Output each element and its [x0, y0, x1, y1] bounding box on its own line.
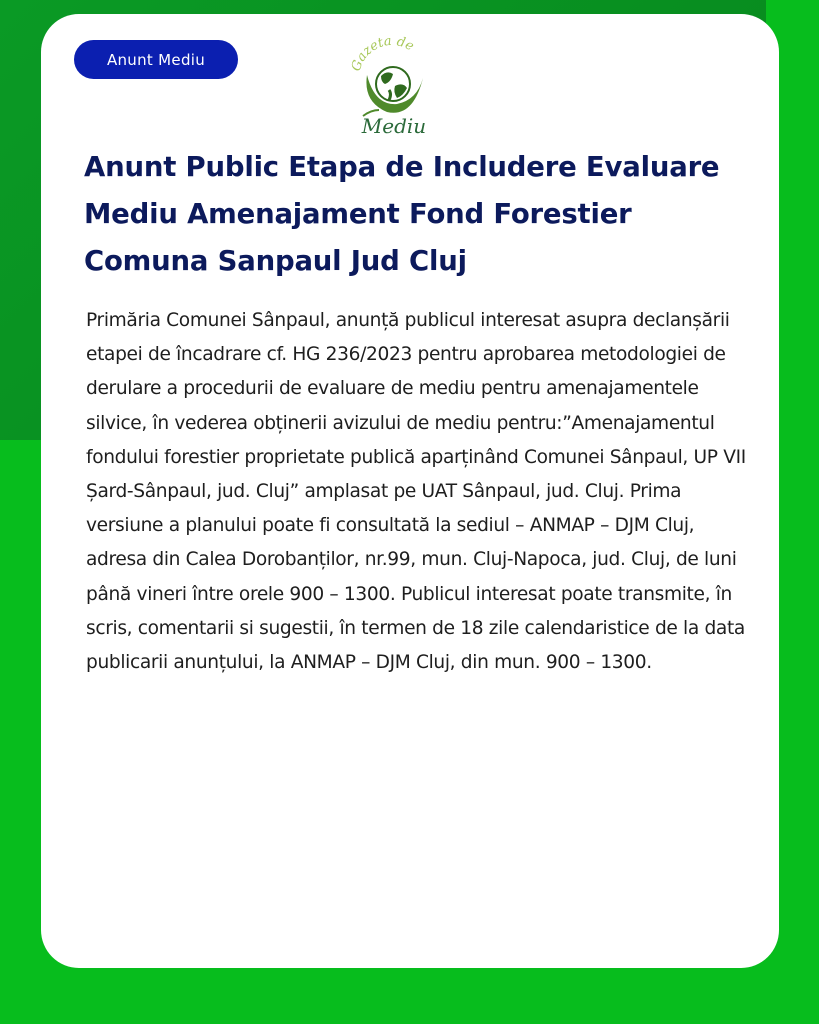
logo-top-text: Gazeta de — [348, 33, 417, 74]
article-body: Primăria Comunei Sânpaul, anunță publicul interesat asupra declanșării etapei de încadrare cf. HG 236/2023 pentru aprobarea metodologiei de derulare a procedurii de evaluare de mediu pentru amenajamentele silvice, în vederea obținerii avizului de mediu pentru:”Amenajamentul fondului forestier proprietate publică aparținând Comunei Sânpaul, UP VII Șard-Sânpaul, jud. Cluj” amplasat pe UAT Sânpaul, jud. Cluj. Prima versiune a planului poate fi consultată la sediul – ANMAP – DJM Cluj, adresa din Calea Dorobanților, nr.99, mun. Cluj-Napoca, jud. Cluj, de luni până vineri între orele 900 – 1300. Publicul interesat poate transmite, în scris, comentarii si sugestii, în termen de 18 zile calendaristice de la data publicarii anunțului, la ANMAP – DJM Cluj, din mun. 900 – 1300. — [86, 310, 746, 674]
category-badge-label: Anunt Mediu — [106, 50, 206, 69]
announcement-card — [41, 14, 779, 968]
svg-text:Gazeta de — [349, 34, 417, 73]
logo-bottom-text: Mediu — [361, 114, 427, 138]
globe-leaf-logo-icon — [337, 30, 447, 140]
category-badge[interactable] — [74, 40, 238, 79]
article-title: Anunt Public Etapa de Includere Evaluare Mediu Amenajament Fond Forestier Comuna Sanpaul Jud Cluj — [84, 151, 720, 277]
